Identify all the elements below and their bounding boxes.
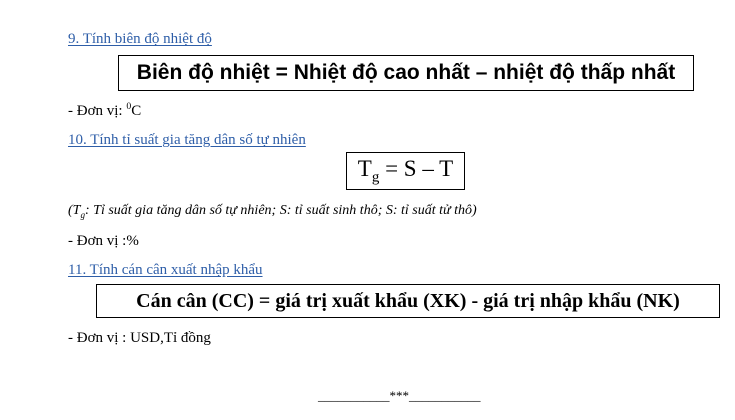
unit-degree-sup: 0 (126, 101, 132, 112)
formula-sub-g: g (371, 169, 380, 186)
footer-separator: ___________***___________ (318, 388, 481, 403)
formula-box-temperature-range (118, 55, 694, 91)
formula-trade-balance: Cán cân (CC) = giá trị xuất khẩu (XK) - giá trị nhập khẩu (NK) (136, 289, 680, 312)
formula-temperature-range: Biên độ nhiệt = Nhiệt độ cao nhất – nhiệt độ thấp nhất (136, 61, 676, 84)
section-9-heading: 9. Tính biên độ nhiệt độ (68, 31, 212, 47)
section-10-note (68, 203, 477, 220)
section-10-unit: - Đơn vị :% (68, 233, 139, 249)
unit-celsius: C (131, 103, 142, 119)
note-open: (T (68, 203, 81, 218)
section-11-unit: - Đơn vị : USD,Tỉ đồng (68, 330, 211, 346)
formula-box-trade-balance (96, 284, 720, 318)
formula-box-growth-rate (346, 152, 465, 190)
section-9-unit (68, 101, 141, 120)
formula-growth-rate (358, 156, 453, 187)
note-sub-g: g (80, 209, 85, 220)
unit-label: - Đơn vị: (68, 103, 127, 119)
formula-rest: = S – T (379, 155, 454, 181)
section-11-heading: 11. Tính cán cân xuất nhập khẩu (68, 262, 263, 278)
note-rest: : Tỉ suất gia tăng dân số tự nhiên; S: tỉ suất sinh thô; S: tỉ suất tử thô) (85, 203, 477, 218)
formula-t: T (357, 155, 372, 181)
section-10-heading: 10. Tính tỉ suất gia tăng dân số tự nhiên (68, 132, 306, 148)
